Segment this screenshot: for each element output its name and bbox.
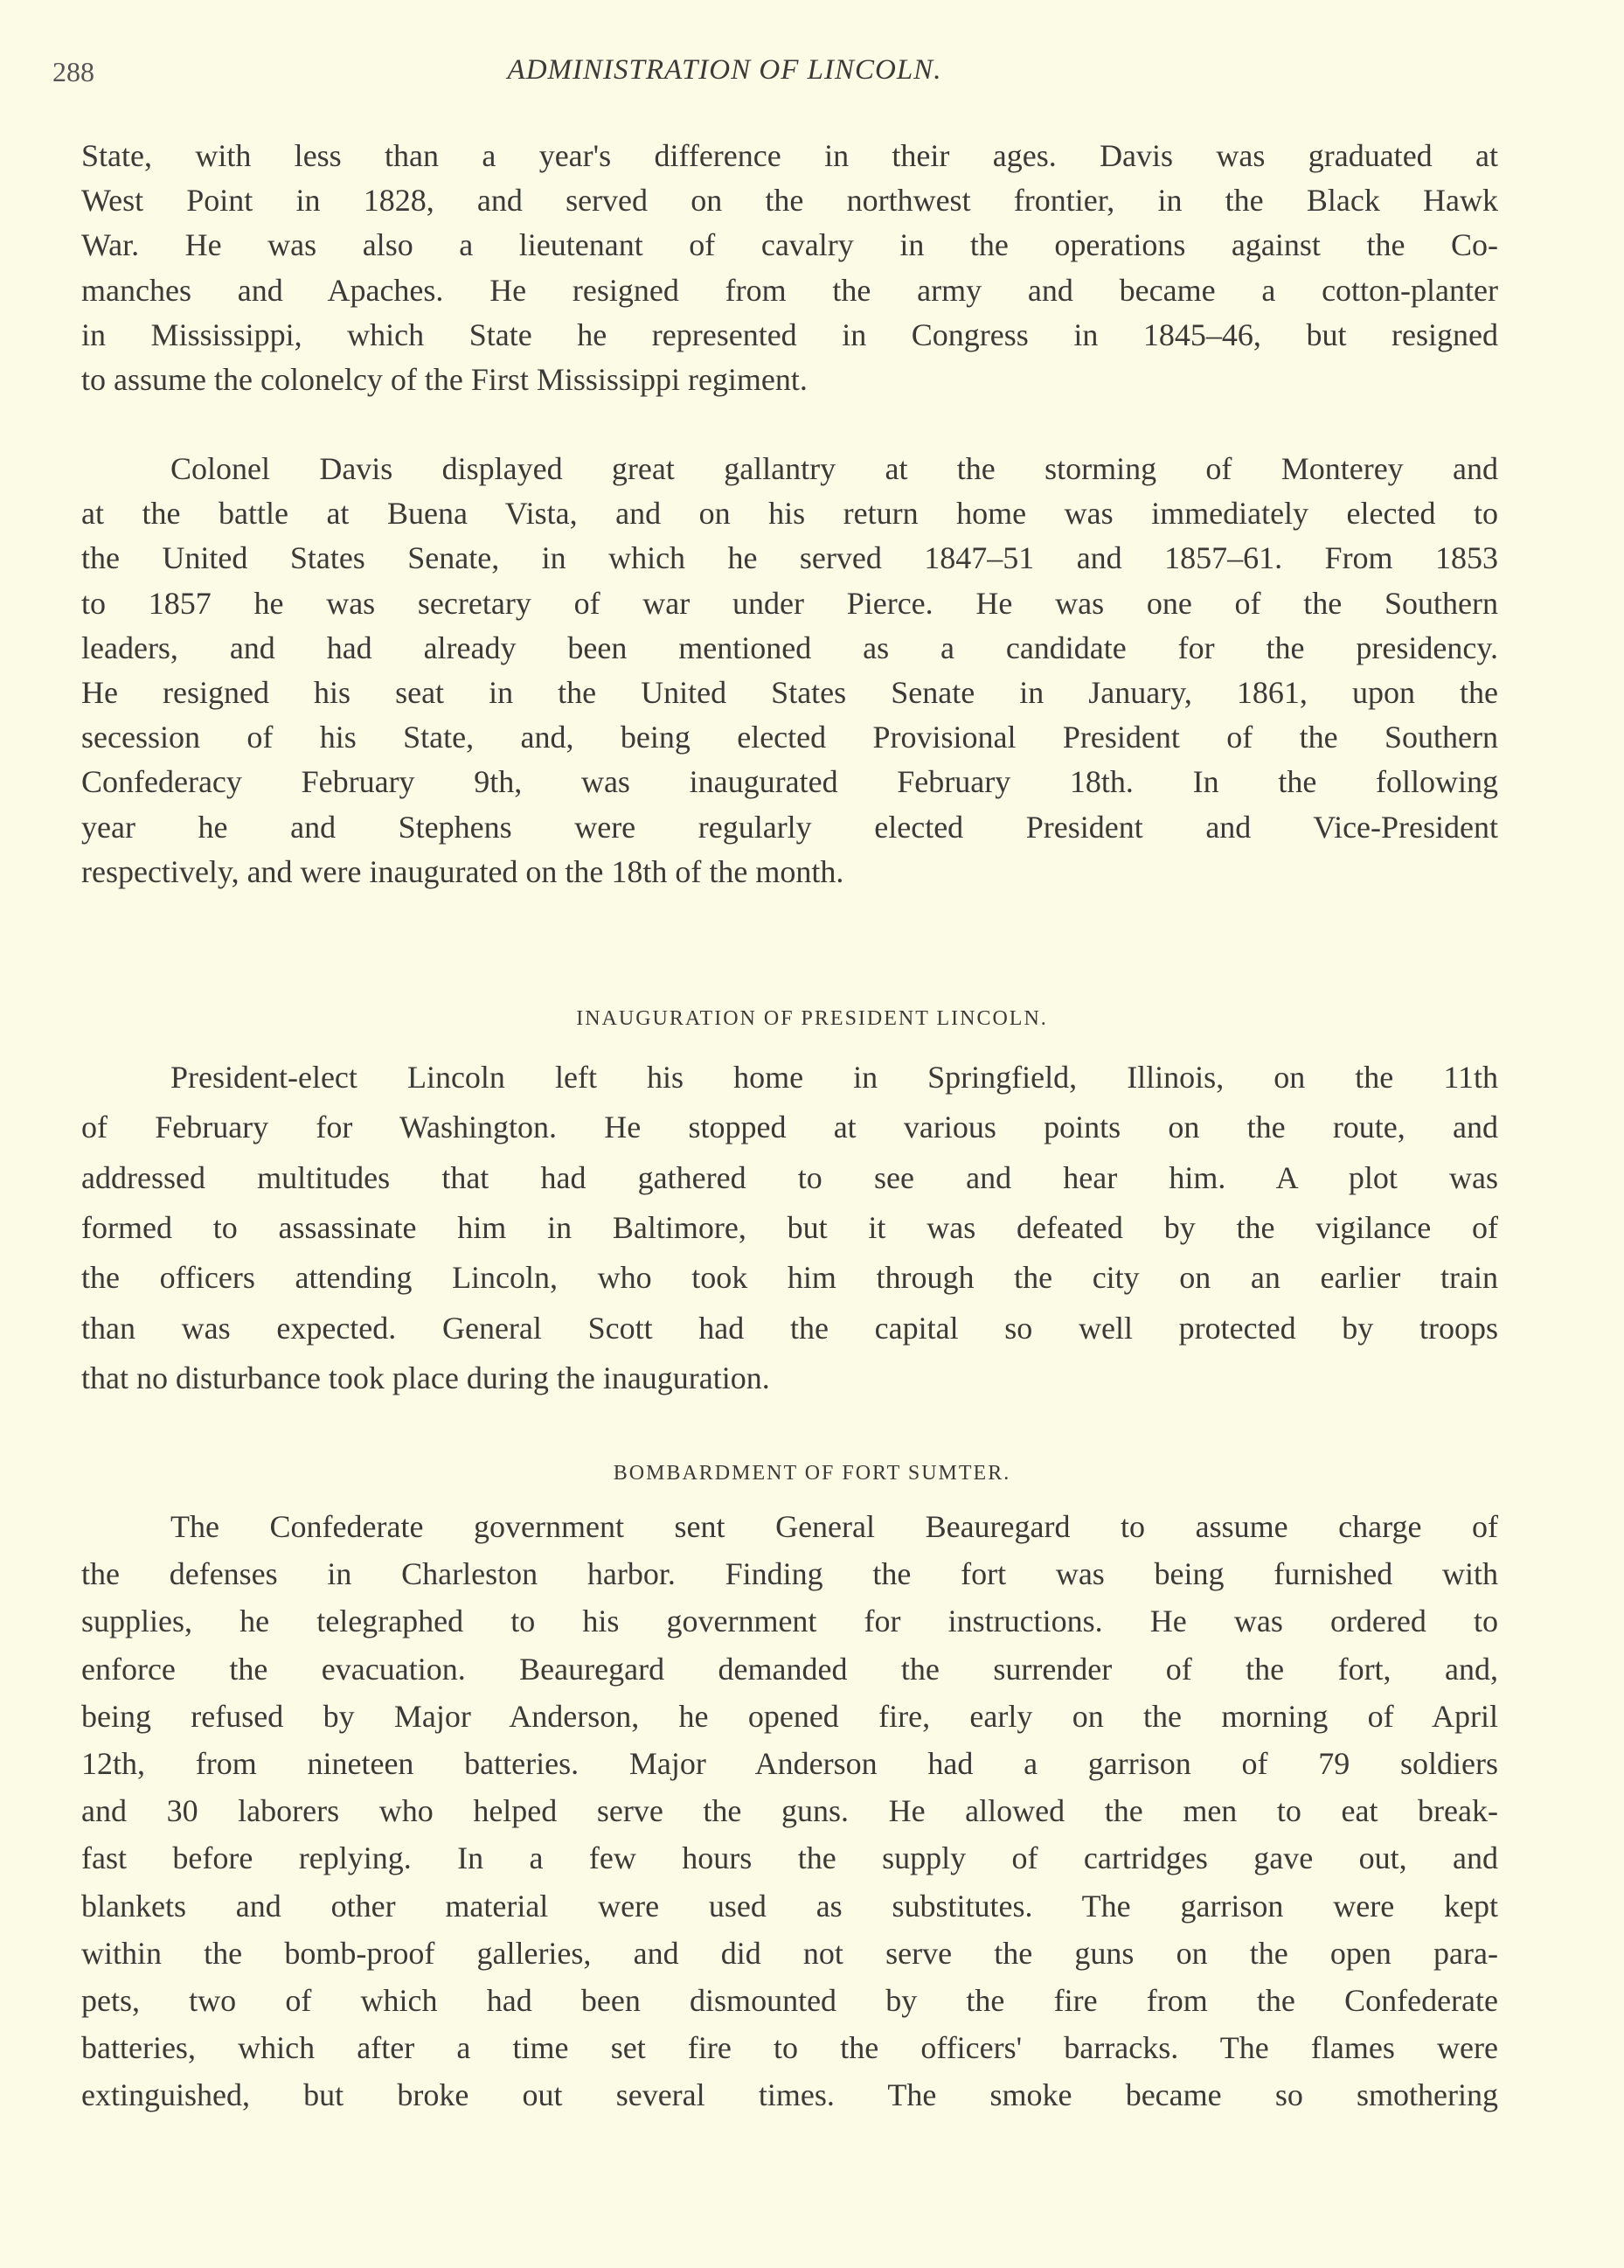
paragraph-line: the officers attending Lincoln, who took him through the city on an earlier train [81, 1260, 1498, 1296]
running-title: ADMINISTRATION OF LINCOLN. [507, 54, 942, 86]
paragraph-line: blankets and other material were used as substitutes. The garrison were kept [81, 1888, 1498, 1924]
paragraph-line: War. He was also a lieutenant of cavalry in the operations against the Co- [81, 227, 1498, 263]
paragraph-line: to assume the colonelcy of the First Mississippi regiment. [81, 362, 808, 397]
paragraph-line: in Mississippi, which State he represented in Congress in 1845–46, but resigned [81, 317, 1498, 352]
paragraph-line: fast before replying. In a few hours the supply of cartridges gave out, and [81, 1840, 1498, 1876]
paragraph-line: formed to assassinate him in Baltimore, but it was defeated by the vigilance of [81, 1209, 1498, 1245]
paragraph-line: Colonel Davis displayed great gallantry at the storming of Monterey and [170, 451, 1498, 486]
paragraph-line: 12th, from nineteen batteries. Major Anderson had a garrison of 79 soldiers [81, 1746, 1498, 1781]
paragraph-line: secession of his State, and, being elected Provisional President of the Southern [81, 720, 1498, 755]
paragraph-line: than was expected. General Scott had the capital so well protected by troops [81, 1310, 1498, 1346]
paragraph-line: manches and Apaches. He resigned from the army and became a cotton-planter [81, 272, 1498, 308]
paragraph-line: at the battle at Buena Vista, and on his return home was immediately elected to [81, 496, 1498, 532]
paragraph-line: He resigned his seat in the United States Senate in January, 1861, upon the [81, 675, 1498, 710]
paragraph-line: West Point in 1828, and served on the northwest frontier, in the Black Hawk [81, 183, 1498, 219]
paragraph-line: supplies, he telegraphed to his government for instructions. He was ordered to [81, 1604, 1498, 1639]
section-heading: BOMBARDMENT OF FORT SUMTER. [613, 1462, 1011, 1485]
paragraph-line: that no disturbance took place during the inauguration. [81, 1360, 770, 1395]
paragraph-line: pets, two of which had been dismounted by the fire from the Confederate [81, 1983, 1498, 2018]
paragraph-line: being refused by Major Anderson, he opened fire, early on the morning of April [81, 1698, 1498, 1734]
paragraph-line: the defenses in Charleston harbor. Finding the fort was being furnished with [81, 1556, 1498, 1592]
paragraph-line: The Confederate government sent General Beauregard to assume charge of [170, 1509, 1498, 1544]
paragraph-line: President-elect Lincoln left his home in Springfield, Illinois, on the 11th [170, 1060, 1498, 1095]
paragraph-line: addressed multitudes that had gathered to see and hear him. A plot was [81, 1159, 1498, 1195]
paragraph-line: within the bomb-proof galleries, and did not serve the guns on the open para- [81, 1935, 1498, 1971]
paragraph-line: year he and Stephens were regularly elected President and Vice-President [81, 809, 1498, 845]
paragraph-line: and 30 laborers who helped serve the guns. He allowed the men to eat break- [81, 1793, 1498, 1829]
paragraph-line: of February for Washington. He stopped at various points on the route, and [81, 1110, 1498, 1145]
paragraph-line: respectively, and were inaugurated on the 18th of the month. [81, 853, 844, 889]
paragraph-line: extinguished, but broke out several times. The smoke became so smothering [81, 2077, 1498, 2113]
paragraph-line: enforce the evacuation. Beauregard demanded the surrender of the fort, and, [81, 1651, 1498, 1687]
paragraph-line: batteries, which after a time set fire to the officers' barracks. The flames were [81, 2030, 1498, 2066]
page-number: 288 [52, 56, 94, 87]
paragraph-line: Confederacy February 9th, was inaugurated February 18th. In the following [81, 764, 1498, 800]
paragraph-line: leaders, and had already been mentioned as a candidate for the presidency. [81, 630, 1498, 665]
section-heading: INAUGURATION OF PRESIDENT LINCOLN. [576, 1007, 1048, 1030]
paragraph-line: to 1857 he was secretary of war under Pierce. He was one of the Southern [81, 585, 1498, 621]
paragraph-line: State, with less than a year's difference in their ages. Davis was graduated at [81, 138, 1498, 173]
paragraph-line: the United States Senate, in which he served 1847–51 and 1857–61. From 1853 [81, 540, 1498, 576]
